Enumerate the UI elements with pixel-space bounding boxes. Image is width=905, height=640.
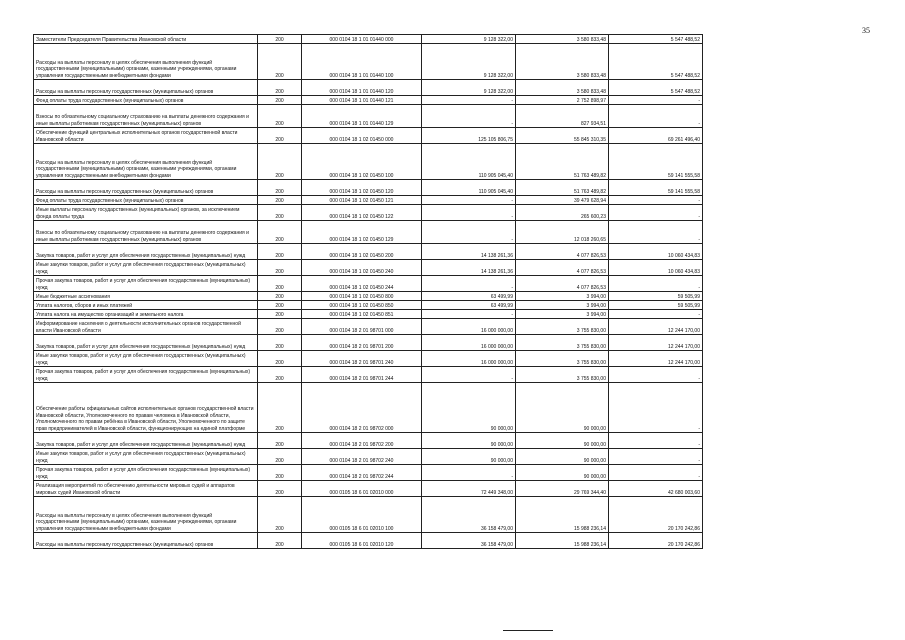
cell-unexecuted: - — [609, 221, 703, 244]
cell-approved: 16 000 000,00 — [422, 351, 516, 367]
cell-approved: 110 905 045,40 — [422, 144, 516, 180]
cell-unexecuted: 59 141 555,58 — [609, 180, 703, 196]
cell-name: Иные закупки товаров, работ и услуг для обеспечения государственных (муниципальных) нужд — [34, 449, 258, 465]
cell-approved: 110 905 045,40 — [422, 180, 516, 196]
cell-kbk: 000 0104 18 1 02 01450 850 — [302, 301, 422, 310]
table-row — [34, 433, 703, 449]
table-row — [34, 221, 703, 244]
cell-executed: 90 000,00 — [516, 465, 609, 481]
cell-approved: 36 158 479,00 — [422, 533, 516, 549]
cell-unexecuted: 10 060 434,83 — [609, 260, 703, 276]
cell-executed: 3 755 830,00 — [516, 319, 609, 335]
cell-name: Расходы на выплаты персоналу в целях обеспечения выполнения функций государственными (муниципальными) органами, казенными учреждениями, органами управления государственными внебюджетными фондами — [34, 44, 258, 80]
table-row — [34, 35, 703, 44]
table-row — [34, 196, 703, 205]
cell-approved: 90 000,00 — [422, 449, 516, 465]
cell-code: 200 — [258, 301, 302, 310]
cell-code: 200 — [258, 497, 302, 533]
cell-executed: 4 077 826,53 — [516, 276, 609, 292]
cell-unexecuted: 20 170 242,86 — [609, 497, 703, 533]
cell-executed: 90 000,00 — [516, 449, 609, 465]
cell-unexecuted: - — [609, 465, 703, 481]
cell-executed: 3 580 833,48 — [516, 80, 609, 96]
cell-unexecuted: - — [609, 276, 703, 292]
cell-code: 200 — [258, 80, 302, 96]
cell-name: Иные закупки товаров, работ и услуг для обеспечения государственных (муниципальных) нужд — [34, 260, 258, 276]
table-row — [34, 351, 703, 367]
cell-approved: - — [422, 310, 516, 319]
cell-kbk: 000 0104 18 1 01 01440 120 — [302, 80, 422, 96]
table-row — [34, 96, 703, 105]
cell-approved: - — [422, 105, 516, 128]
cell-executed: 827 934,51 — [516, 105, 609, 128]
cell-unexecuted: - — [609, 196, 703, 205]
cell-kbk: 000 0104 18 1 02 01450 240 — [302, 260, 422, 276]
cell-name: Расходы на выплаты персоналу государственных (муниципальных) органов — [34, 533, 258, 549]
cell-unexecuted: - — [609, 96, 703, 105]
cell-kbk: 000 0104 18 2 01 98702 244 — [302, 465, 422, 481]
cell-kbk: 000 0104 18 2 01 98702 200 — [302, 433, 422, 449]
cell-executed: 4 077 826,53 — [516, 260, 609, 276]
cell-executed: 3 755 830,00 — [516, 335, 609, 351]
cell-name: Иные закупки товаров, работ и услуг для обеспечения государственных (муниципальных) нужд — [34, 351, 258, 367]
cell-unexecuted: 59 505,99 — [609, 292, 703, 301]
cell-executed: 29 769 344,40 — [516, 481, 609, 497]
cell-name: Информирование населения о деятельности исполнительных органов государственной власти Ивановской области — [34, 319, 258, 335]
cell-approved: 16 000 000,00 — [422, 319, 516, 335]
cell-name: Прочая закупка товаров, работ и услуг для обеспечения государственных (муниципальных) нужд — [34, 367, 258, 383]
table-row — [34, 276, 703, 292]
table-row — [34, 244, 703, 260]
cell-name: Реализация мероприятий по обеспечению деятельности мировых судей и аппаратов мировых судей Ивановской области — [34, 481, 258, 497]
cell-kbk: 000 0104 18 1 01 01440 129 — [302, 105, 422, 128]
cell-kbk: 000 0104 18 1 02 01450 800 — [302, 292, 422, 301]
table-row — [34, 301, 703, 310]
cell-unexecuted: 42 680 003,60 — [609, 481, 703, 497]
table-row — [34, 128, 703, 144]
cell-approved: 90 000,00 — [422, 433, 516, 449]
cell-unexecuted: 12 244 170,00 — [609, 319, 703, 335]
cell-approved: - — [422, 221, 516, 244]
table-row — [34, 292, 703, 301]
cell-kbk: 000 0104 18 1 02 01450 244 — [302, 276, 422, 292]
cell-unexecuted: 20 170 242,86 — [609, 533, 703, 549]
cell-code: 200 — [258, 196, 302, 205]
table-row — [34, 44, 703, 80]
cell-code: 200 — [258, 105, 302, 128]
cell-code: 200 — [258, 44, 302, 80]
cell-unexecuted: 59 505,99 — [609, 301, 703, 310]
cell-approved: 36 158 479,00 — [422, 497, 516, 533]
cell-approved: 125 105 806,75 — [422, 128, 516, 144]
cell-code: 200 — [258, 96, 302, 105]
cell-kbk: 000 0104 18 1 02 01450 120 — [302, 180, 422, 196]
table-row — [34, 205, 703, 221]
cell-executed: 90 000,00 — [516, 433, 609, 449]
cell-approved: - — [422, 196, 516, 205]
cell-code: 200 — [258, 367, 302, 383]
cell-executed: 39 479 628,94 — [516, 196, 609, 205]
cell-executed: 2 752 898,97 — [516, 96, 609, 105]
cell-approved: 9 128 322,00 — [422, 35, 516, 44]
footer-rule — [503, 630, 553, 631]
cell-code: 200 — [258, 533, 302, 549]
cell-name: Расходы на выплаты персоналу государственных (муниципальных) органов — [34, 80, 258, 96]
cell-code: 200 — [258, 221, 302, 244]
cell-name: Закупка товаров, работ и услуг для обеспечения государственных (муниципальных) нужд — [34, 335, 258, 351]
cell-name: Прочая закупка товаров, работ и услуг для обеспечения государственных (муниципальных) нужд — [34, 465, 258, 481]
table-row — [34, 335, 703, 351]
cell-name: Обеспечение функций центральных исполнительных органов государственной власти Ивановской области — [34, 128, 258, 144]
cell-code: 200 — [258, 383, 302, 433]
cell-unexecuted: 69 261 496,40 — [609, 128, 703, 144]
cell-unexecuted: - — [609, 433, 703, 449]
cell-kbk: 000 0104 18 1 01 01440 000 — [302, 35, 422, 44]
cell-approved: 9 128 322,00 — [422, 44, 516, 80]
page-number: 35 — [862, 26, 870, 35]
cell-name: Взносы по обязательному социальному страхованию на выплаты денежного содержания и иные выплаты работникам государственных (муниципальных) органов — [34, 105, 258, 128]
table-row — [34, 533, 703, 549]
cell-kbk: 000 0104 18 1 02 01450 129 — [302, 221, 422, 244]
table-row — [34, 367, 703, 383]
cell-unexecuted: - — [609, 310, 703, 319]
cell-name: Фонд оплаты труда государственных (муниципальных) органов — [34, 96, 258, 105]
cell-executed: 55 845 310,35 — [516, 128, 609, 144]
cell-kbk: 000 0104 18 1 01 01440 121 — [302, 96, 422, 105]
cell-code: 200 — [258, 449, 302, 465]
cell-unexecuted: 12 244 170,00 — [609, 335, 703, 351]
cell-name: Расходы на выплаты персоналу в целях обеспечения выполнения функций государственными (муниципальными) органами, казенными учреждениями, органами управления государственными внебюджетными фондами — [34, 497, 258, 533]
cell-kbk: 000 0104 18 2 01 98701 000 — [302, 319, 422, 335]
cell-executed: 15 988 236,14 — [516, 533, 609, 549]
cell-approved: - — [422, 367, 516, 383]
cell-kbk: 000 0104 18 1 01 01440 100 — [302, 44, 422, 80]
cell-approved: 16 000 000,00 — [422, 335, 516, 351]
cell-code: 200 — [258, 128, 302, 144]
cell-name: Обеспечение работы официальных сайтов исполнительных органов государственной власти Ивановской области, Уполномоченного по правам человека в Ивановской области, Уполномоченного по правам ребёнка в Ивановской области, Уполномоченного по защите прав предпринимателей в Ивановской области, функционирующих на единой платформе — [34, 383, 258, 433]
cell-approved: 63 499,99 — [422, 301, 516, 310]
cell-executed: 3 994,00 — [516, 301, 609, 310]
cell-approved: 14 138 261,36 — [422, 244, 516, 260]
cell-name: Расходы на выплаты персоналу в целях обеспечения выполнения функций государственными (муниципальными) органами, казенными учреждениями, органами управления государственными внебюджетными фондами — [34, 144, 258, 180]
cell-kbk: 000 0104 18 2 01 98702 000 — [302, 383, 422, 433]
cell-unexecuted: - — [609, 205, 703, 221]
cell-code: 200 — [258, 433, 302, 449]
cell-unexecuted: - — [609, 367, 703, 383]
cell-unexecuted: 10 060 434,83 — [609, 244, 703, 260]
cell-approved: - — [422, 276, 516, 292]
cell-code: 200 — [258, 244, 302, 260]
cell-approved: - — [422, 205, 516, 221]
cell-code: 200 — [258, 292, 302, 301]
cell-unexecuted: - — [609, 105, 703, 128]
cell-executed: 3 994,00 — [516, 310, 609, 319]
cell-name: Закупка товаров, работ и услуг для обеспечения государственных (муниципальных) нужд — [34, 433, 258, 449]
cell-name: Прочая закупка товаров, работ и услуг для обеспечения государственных (муниципальных) нужд — [34, 276, 258, 292]
table-row — [34, 80, 703, 96]
cell-name: Иные бюджетные ассигнования — [34, 292, 258, 301]
cell-kbk: 000 0104 18 1 02 01450 122 — [302, 205, 422, 221]
cell-code: 200 — [258, 180, 302, 196]
cell-executed: 3 755 830,00 — [516, 351, 609, 367]
cell-code: 200 — [258, 205, 302, 221]
cell-code: 200 — [258, 260, 302, 276]
table-row — [34, 180, 703, 196]
cell-kbk: 000 0104 18 1 02 01450 000 — [302, 128, 422, 144]
cell-code: 200 — [258, 481, 302, 497]
cell-kbk: 000 0104 18 2 01 98702 240 — [302, 449, 422, 465]
table-row — [34, 260, 703, 276]
table-row — [34, 497, 703, 533]
cell-code: 200 — [258, 319, 302, 335]
cell-approved: 9 128 322,00 — [422, 80, 516, 96]
cell-executed: 90 000,00 — [516, 383, 609, 433]
cell-code: 200 — [258, 144, 302, 180]
cell-kbk: 000 0105 18 6 01 02010 120 — [302, 533, 422, 549]
cell-kbk: 000 0105 18 6 01 02010 000 — [302, 481, 422, 497]
cell-name: Уплата налогов, сборов и иных платежей — [34, 301, 258, 310]
cell-kbk: 000 0104 18 2 01 98701 240 — [302, 351, 422, 367]
cell-approved: 63 499,99 — [422, 292, 516, 301]
cell-executed: 3 994,00 — [516, 292, 609, 301]
cell-kbk: 000 0104 18 1 02 01450 121 — [302, 196, 422, 205]
cell-unexecuted: 5 547 488,52 — [609, 80, 703, 96]
cell-executed: 265 600,23 — [516, 205, 609, 221]
table-row — [34, 105, 703, 128]
cell-name: Уплата налога на имущество организаций и земельного налога — [34, 310, 258, 319]
cell-kbk: 000 0104 18 2 01 98701 200 — [302, 335, 422, 351]
cell-executed: 15 988 236,14 — [516, 497, 609, 533]
cell-name: Расходы на выплаты персоналу государственных (муниципальных) органов — [34, 180, 258, 196]
table-row — [34, 465, 703, 481]
cell-approved: - — [422, 96, 516, 105]
cell-unexecuted: - — [609, 449, 703, 465]
cell-approved: 90 000,00 — [422, 383, 516, 433]
cell-unexecuted: 59 141 555,58 — [609, 144, 703, 180]
cell-code: 200 — [258, 310, 302, 319]
table-row — [34, 310, 703, 319]
table-body — [34, 35, 703, 549]
cell-name: Закупка товаров, работ и услуг для обеспечения государственных (муниципальных) нужд — [34, 244, 258, 260]
cell-unexecuted: 12 244 170,00 — [609, 351, 703, 367]
cell-code: 200 — [258, 276, 302, 292]
cell-executed: 51 763 489,82 — [516, 180, 609, 196]
table-row — [34, 319, 703, 335]
cell-code: 200 — [258, 335, 302, 351]
cell-approved: 14 138 261,36 — [422, 260, 516, 276]
table-row — [34, 383, 703, 433]
cell-unexecuted: 5 547 488,52 — [609, 44, 703, 80]
table-row — [34, 449, 703, 465]
cell-name: Взносы по обязательному социальному страхованию на выплаты денежного содержания и иные выплаты работникам государственных (муниципальных) органов — [34, 221, 258, 244]
cell-executed: 12 018 260,65 — [516, 221, 609, 244]
cell-kbk: 000 0104 18 1 02 01450 100 — [302, 144, 422, 180]
cell-executed: 3 755 830,00 — [516, 367, 609, 383]
cell-code: 200 — [258, 351, 302, 367]
cell-kbk: 000 0104 18 2 01 98701 244 — [302, 367, 422, 383]
cell-name: Заместители Председателя Правительства Ивановской области — [34, 35, 258, 44]
cell-approved: 72 449 348,00 — [422, 481, 516, 497]
budget-execution-table — [33, 34, 703, 549]
cell-kbk: 000 0104 18 1 02 01450 200 — [302, 244, 422, 260]
cell-executed: 3 580 833,48 — [516, 44, 609, 80]
table-row — [34, 481, 703, 497]
cell-name: Иные выплаты персоналу государственных (муниципальных) органов, за исключением фонда оплаты труда — [34, 205, 258, 221]
cell-executed: 3 580 833,48 — [516, 35, 609, 44]
table-row — [34, 144, 703, 180]
cell-unexecuted: 5 547 488,52 — [609, 35, 703, 44]
cell-code: 200 — [258, 35, 302, 44]
cell-unexecuted: - — [609, 383, 703, 433]
cell-executed: 4 077 826,53 — [516, 244, 609, 260]
cell-name: Фонд оплаты труда государственных (муниципальных) органов — [34, 196, 258, 205]
cell-kbk: 000 0105 18 6 01 02010 100 — [302, 497, 422, 533]
cell-kbk: 000 0104 18 1 02 01450 851 — [302, 310, 422, 319]
cell-approved: - — [422, 465, 516, 481]
cell-executed: 51 763 489,82 — [516, 144, 609, 180]
cell-code: 200 — [258, 465, 302, 481]
